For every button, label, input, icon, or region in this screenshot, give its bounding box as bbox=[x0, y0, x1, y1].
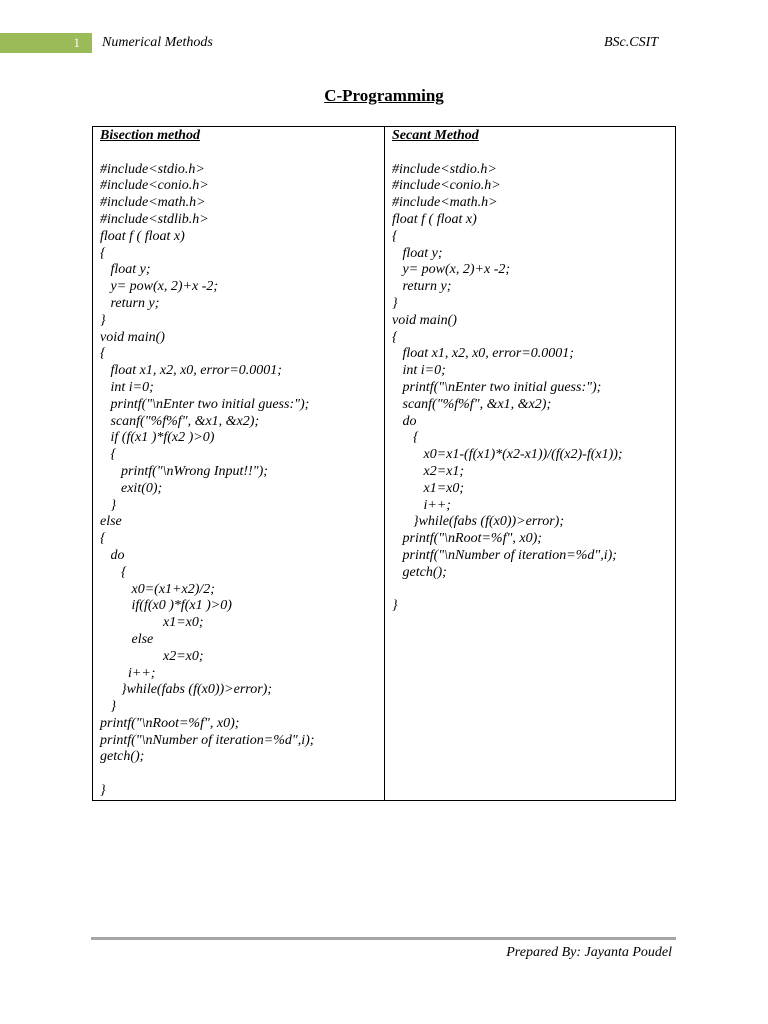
bisection-code-line: x1=x0; bbox=[100, 615, 204, 631]
bisection-code-line: y= pow(x, 2)+x -2; bbox=[100, 279, 219, 295]
bisection-code-line: } bbox=[100, 497, 117, 513]
footer-author: Prepared By: Jayanta Poudel bbox=[506, 945, 672, 960]
bisection-code-line: x2=x0; bbox=[100, 648, 204, 664]
secant-code-line: x0=x1-(f(x1)*(x2-x1))/(f(x2)-f(x1)); bbox=[392, 447, 623, 463]
bisection-code-line: { bbox=[100, 564, 127, 580]
bisection-code-line: float x1, x2, x0, error=0.0001; bbox=[100, 363, 282, 379]
bisection-code-line: printf("\nNumber of iteration=%d",i); bbox=[100, 732, 315, 748]
bisection-code-line: #include<conio.h> bbox=[100, 178, 209, 194]
secant-code-line: return y; bbox=[392, 279, 452, 295]
bisection-code-line bbox=[100, 145, 380, 162]
secant-code-line: { bbox=[392, 430, 419, 446]
bisection-code-line: { bbox=[100, 346, 106, 362]
bisection-code-line: int i=0; bbox=[100, 379, 154, 395]
bisection-code-line: x0=(x1+x2)/2; bbox=[100, 581, 215, 597]
secant-code-line: getch(); bbox=[392, 564, 447, 580]
header-course: BSc.CSIT bbox=[604, 35, 659, 50]
bisection-code-line: float y; bbox=[100, 262, 151, 278]
bisection-heading: Bisection method bbox=[100, 128, 200, 143]
secant-code-line: int i=0; bbox=[392, 363, 446, 379]
secant-code-line: do bbox=[392, 413, 417, 429]
secant-code-line: } bbox=[392, 598, 398, 614]
secant-code-line: printf("\nEnter two initial guess:"); bbox=[392, 379, 602, 395]
bisection-code-line: else bbox=[100, 631, 154, 647]
secant-code-line bbox=[392, 582, 671, 599]
code-comparison-table bbox=[92, 126, 676, 801]
secant-code-line: #include<stdio.h> bbox=[392, 161, 497, 177]
secant-code-line: }while(fabs (f(x0))>error); bbox=[392, 514, 564, 530]
secant-code-line: #include<conio.h> bbox=[392, 178, 501, 194]
secant-heading: Secant Method bbox=[392, 128, 479, 143]
secant-code-line: float x1, x2, x0, error=0.0001; bbox=[392, 346, 574, 362]
page-title: C-Programming bbox=[324, 86, 444, 105]
secant-code-line: printf("\nNumber of iteration=%d",i); bbox=[392, 547, 617, 563]
header-subject: Numerical Methods bbox=[102, 35, 213, 50]
bisection-cell bbox=[93, 127, 385, 801]
bisection-code-line: #include<stdlib.h> bbox=[100, 211, 209, 227]
bisection-code-line: printf("\nWrong Input!!"); bbox=[100, 463, 268, 479]
secant-cell bbox=[385, 127, 676, 801]
secant-code-line: { bbox=[392, 228, 398, 244]
secant-code-column bbox=[385, 127, 675, 615]
bisection-code-line: i++; bbox=[100, 665, 156, 681]
bisection-code-line: getch(); bbox=[100, 749, 145, 765]
secant-code-line: float f ( float x) bbox=[392, 211, 477, 227]
bisection-code-line: else bbox=[100, 514, 122, 530]
secant-code-line bbox=[392, 145, 671, 162]
bisection-code-line: { bbox=[100, 245, 106, 261]
bisection-code-line: }while(fabs (f(x0))>error); bbox=[100, 682, 272, 698]
footer-divider bbox=[91, 937, 676, 940]
secant-code-line: void main() bbox=[392, 312, 457, 328]
bisection-code-line: printf("\nEnter two initial guess:"); bbox=[100, 396, 310, 412]
bisection-code-line: exit(0); bbox=[100, 480, 163, 496]
bisection-code-line: return y; bbox=[100, 295, 160, 311]
secant-code-line: } bbox=[392, 295, 398, 311]
page-number: 1 bbox=[0, 33, 92, 53]
bisection-code-line: if(f(x0 )*f(x1 )>0) bbox=[100, 598, 232, 614]
secant-code-line: printf("\nRoot=%f", x0); bbox=[392, 531, 542, 547]
secant-code-line: x2=x1; bbox=[392, 463, 465, 479]
bisection-code-line: scanf("%f%f", &x1, &x2); bbox=[100, 413, 260, 429]
bisection-code-line: { bbox=[100, 531, 106, 547]
bisection-code-line: #include<stdio.h> bbox=[100, 161, 205, 177]
page-header bbox=[0, 33, 768, 53]
secant-code-line: float y; bbox=[392, 245, 443, 261]
bisection-code-line: float f ( float x) bbox=[100, 228, 185, 244]
bisection-code-line: if (f(x1 )*f(x2 )>0) bbox=[100, 430, 215, 446]
secant-code-line: #include<math.h> bbox=[392, 195, 498, 211]
bisection-code-line: } bbox=[100, 699, 117, 715]
bisection-code-line: printf("\nRoot=%f", x0); bbox=[100, 715, 240, 731]
bisection-code-column bbox=[93, 127, 384, 800]
bisection-code-line: void main() bbox=[100, 329, 165, 345]
bisection-code-line: } bbox=[100, 783, 106, 799]
secant-code-line: i++; bbox=[392, 497, 451, 513]
secant-code-line: { bbox=[392, 329, 398, 345]
secant-code-line: scanf("%f%f", &x1, &x2); bbox=[392, 396, 552, 412]
secant-code-line: x1=x0; bbox=[392, 480, 465, 496]
bisection-code-line: { bbox=[100, 447, 117, 463]
secant-code-line: y= pow(x, 2)+x -2; bbox=[392, 262, 511, 278]
bisection-code-line: do bbox=[100, 547, 125, 563]
bisection-code-line: #include<math.h> bbox=[100, 195, 206, 211]
bisection-code-line: } bbox=[100, 312, 106, 328]
bisection-code-line bbox=[100, 766, 380, 783]
